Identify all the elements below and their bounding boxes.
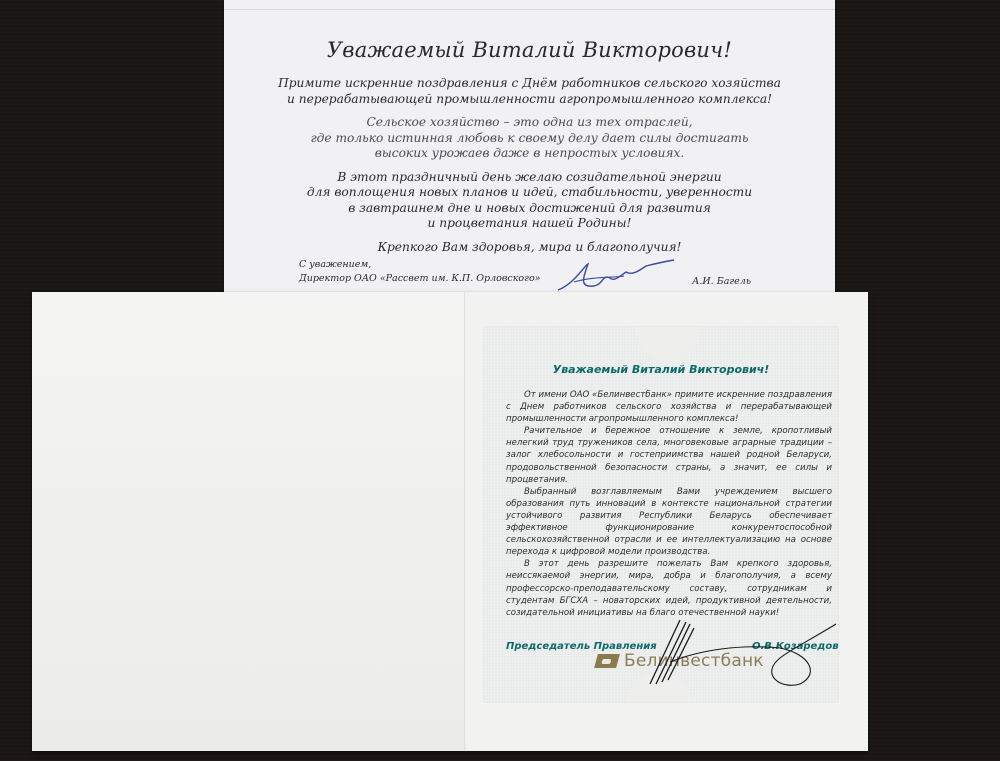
folder-left-panel	[32, 292, 464, 751]
top-card-text	[224, 38, 835, 263]
text-line: высоких урожаев даже в непростых условиях.	[374, 146, 685, 160]
text-line: и процветания нашей Родины!	[427, 216, 632, 230]
insert-paragraph: Рачительное и бережное отношение к земле, кропотливый нелегкий труд тружеников села, многовековые аграрные традиции – залог хлебосольности и гостеприимства нашей родной Беларуси, продовольственной безопасности страны, а значит, ее силы и процветания.	[506, 426, 832, 485]
top-card-paragraph	[224, 76, 835, 107]
text-line: В этот праздничный день желаю созидательной энергии	[337, 169, 722, 184]
handwritten-signature-icon	[554, 256, 694, 296]
insert-signer-name: О.В.Козаредов	[752, 641, 839, 652]
text-line: Сельское хозяйство – это одна из тех отраслей,	[366, 115, 693, 129]
folder-spine	[464, 292, 466, 751]
signer-position: Директор ОАО «Рассвет им. К.П. Орловского»	[299, 273, 541, 284]
insert-paragraph: В этот день разрешите пожелать Вам крепкого здоровья, неиссякаемой энергии, мира, добра и благополучия, а всему профессорско-преподавательскому составу, сотрудникам и студентам БГСХА – новаторских идей, продуктивной деятельности, созидательной инициативы на благо отечественной науки!	[506, 559, 832, 618]
insert-body	[506, 389, 832, 619]
card-fold-line	[224, 9, 835, 10]
insert-title: Уважаемый Виталий Викторович!	[552, 363, 770, 376]
top-card-signer-name: А.И. Багель	[692, 276, 751, 287]
bank-logo-name: Белинвестбанк	[624, 651, 764, 671]
text-line: в завтрашнем дне и новых достижений для развития	[348, 200, 711, 215]
top-card-paragraph	[224, 170, 835, 232]
top-card-title: Уважаемый Виталий Викторович!	[326, 38, 733, 62]
insert-paragraph: Выбранный возглавляемым Вами учреждением высшего образования путь инноваций в контексте национальной стратегии устойчивого развития Республики Беларусь обеспечивает эффективное функционирование конкурентоспособной сельскохозяйственной отрасли и ее интеллектуализацию на основе перехода к цифровой модели производства.	[506, 486, 832, 558]
text-line: где только истинная любовь к своему делу дает силы достигать	[310, 130, 749, 145]
top-card-paragraph	[224, 115, 835, 162]
insert-signer-position: Председатель Правления	[506, 641, 657, 652]
bank-logo-mark-icon	[594, 654, 620, 668]
top-card-paragraph	[224, 240, 835, 256]
top-card-signer-block	[299, 258, 540, 286]
text-line: и перерабатывающей промышленности агропромышленного комплекса!	[287, 91, 772, 106]
text-line: для воплощения новых планов и идей, стабильности, уверенности	[306, 185, 753, 199]
closing-text: С уважением,	[299, 259, 372, 270]
text-line: Примите искренние поздравления с Днём работников сельского хозяйства	[278, 76, 781, 90]
handwritten-signature-icon	[640, 614, 840, 694]
top-greeting-card	[224, 0, 835, 312]
text-line: Крепкого Вам здоровья, мира и благополучия!	[377, 239, 682, 254]
insert-paragraph: От имени ОАО «Белинвестбанк» примите искренние поздравления с Днем работников сельского хозяйства и перерабатывающей промышленности агропромышленного комплекса!	[506, 390, 832, 425]
